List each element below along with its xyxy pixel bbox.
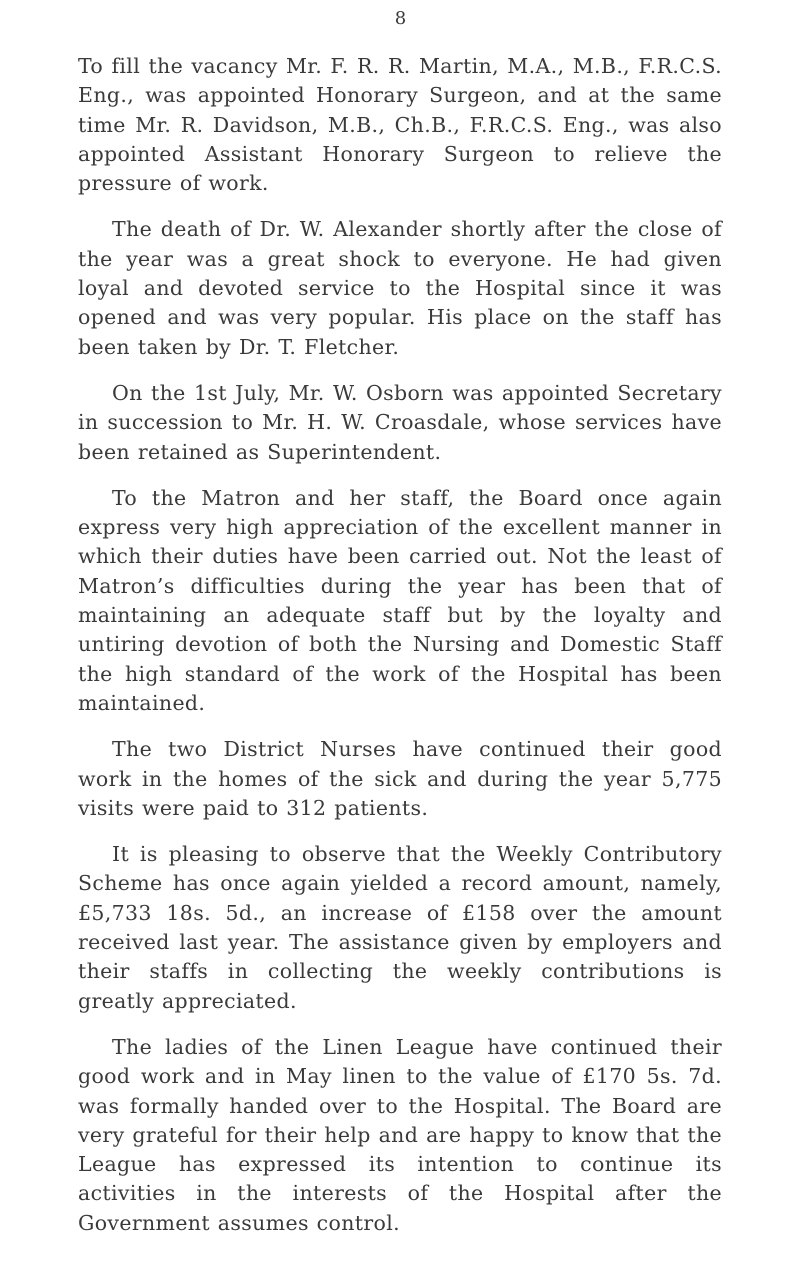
paragraph-secretary-appointment: On the 1st July, Mr. W. Osborn was appointed Secretary in succession to Mr. H. W. Croasdale, whose services have been retained as Superintendent. [78,380,722,464]
paragraph-death-of-dr-alexander: The death of Dr. W. Alexander shortly after the close of the year was a great shock to everyone. He had given loyal and devoted service to the Hospital since it was opened and was very popular. His place on the staff has been taken by Dr. T. Fletcher. [78,217,722,359]
document-body [78,52,722,1255]
paragraph-vacancy: To fill the vacancy Mr. F. R. R. Martin, M.A., M.B., F.R.C.S. Eng., was appointed Honorary Surgeon, and at the same time Mr. R. Davidson, M.B., Ch.B., F.R.C.S. Eng., was also appointed Assistant Honorary Surgeon to relieve the pressure of work. [78,54,722,196]
paragraph-weekly-contributory-scheme: It is pleasing to observe that the Weekly Contributory Scheme has once again yielded a record amount, namely, £5,733 18s. 5d., an increase of £158 over the amount received last year. The assistance given by employers and their staffs in collecting the weekly contributions is greatly appreciated. [78,842,722,1013]
paragraph-matron-and-staff: To the Matron and her staff, the Board once again express very high appreciation of the excellent manner in which their duties have been carried out. Not the least of Matron’s difficulties during the year has been that of maintaining an adequate staff but by the loyalty and untiring devotion of both the Nursing and Domestic Staff the high standard of the work of the Hospital has been maintained. [78,485,722,715]
paragraph-linen-league: The ladies of the Linen League have continued their good work and in May linen to the value of £170 5s. 7d. was formally handed over to the Hospital. The Board are very grateful for their help and are happy to know that the League has expressed its intention to continue its activities in the interests of the Hospital after the Government assumes control. [78,1034,722,1235]
paragraph-district-nurses: The two District Nurses have continued their good work in the homes of the sick and during the year 5,775 visits were paid to 312 patients. [78,737,722,820]
page-number: 8 [394,8,407,29]
